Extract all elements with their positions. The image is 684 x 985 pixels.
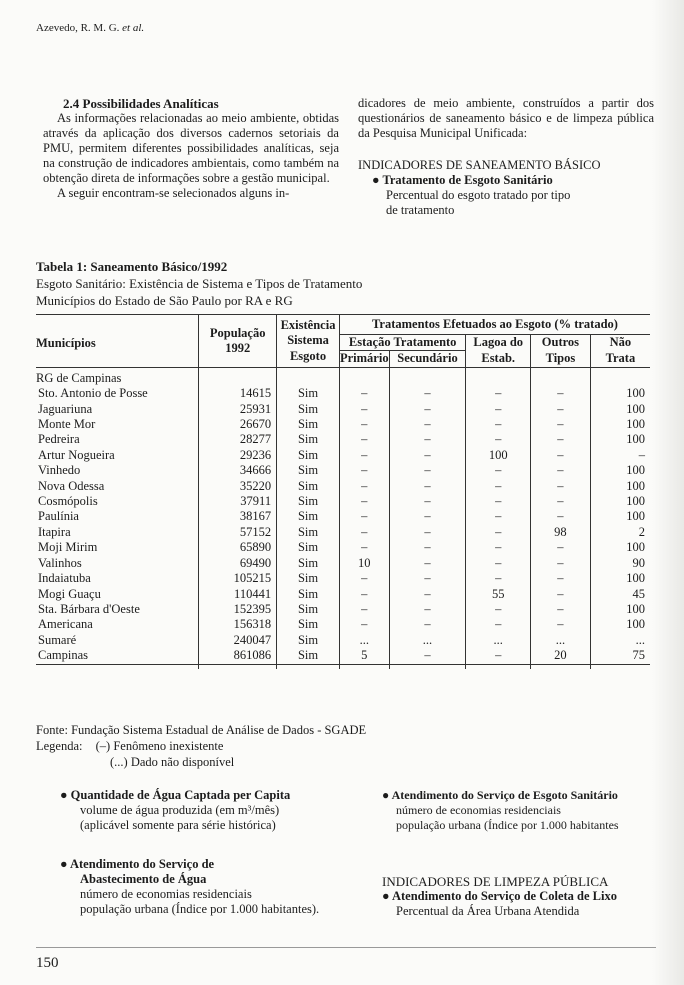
indicator-agua-line-1: volume de água produzida (em m³/mês) <box>80 803 280 817</box>
table-row <box>36 617 650 632</box>
cell-populacao: 28277 <box>199 432 277 447</box>
cell-primario: – <box>339 525 389 540</box>
cell-lagoa: – <box>466 617 531 632</box>
cell-lagoa: – <box>466 479 531 494</box>
cell-nao-trata: 100 <box>590 479 650 494</box>
cell-existencia: Sim <box>277 386 340 401</box>
cell-lagoa: – <box>466 432 531 447</box>
cell-municipio: Itapira <box>38 524 71 539</box>
cell-primario: – <box>339 509 389 524</box>
cell-primario: – <box>339 386 389 401</box>
cell-existencia: Sim <box>277 556 340 571</box>
cell-outros: – <box>531 602 591 617</box>
cell-populacao: 69490 <box>199 556 277 571</box>
cell-municipio: Jaguariuna <box>38 401 93 416</box>
cell-existencia: Sim <box>277 417 340 432</box>
cell-municipio: Campinas <box>38 648 88 663</box>
cell-lagoa: – <box>466 540 531 555</box>
section-paragraph-2: A seguir encontram-se selecionados alguns in- <box>57 186 290 200</box>
cell-existencia: Sim <box>277 463 340 478</box>
header-existencia-line3: Esgoto <box>289 348 327 363</box>
header-outros-1: Outros <box>531 335 591 351</box>
cell-secundario: – <box>389 525 466 540</box>
cell-outros: 98 <box>531 525 591 540</box>
cell-nao-trata: 100 <box>590 417 650 432</box>
cell-outros: – <box>531 432 591 447</box>
indicator-agua-captada <box>60 788 360 833</box>
cell-outros: ... <box>531 633 591 648</box>
cell-secundario: – <box>389 648 466 664</box>
cell-lagoa: – <box>466 463 531 478</box>
cell-populacao: 152395 <box>199 602 277 617</box>
cell-existencia: Sim <box>277 571 340 586</box>
cell-nao-trata: – <box>590 448 650 463</box>
indicator-esgoto-title: ● Atendimento do Serviço de Esgoto Sanitário <box>382 788 618 802</box>
cell-secundario: – <box>389 587 466 602</box>
header-outros-2: Tipos <box>531 351 591 367</box>
cell-nao-trata: 45 <box>590 587 650 602</box>
cell-municipio: Monte Mor <box>38 417 96 432</box>
header-populacao <box>199 315 277 368</box>
cell-secundario: – <box>389 571 466 586</box>
cell-nao-trata: 100 <box>590 402 650 417</box>
header-secundario: Secundário <box>389 351 466 367</box>
indicator-abast-line-1: número de economias residenciais <box>80 887 252 901</box>
cell-populacao: 37911 <box>199 494 277 509</box>
indicator-abast-title-2: Abastecimento de Água <box>80 872 207 886</box>
saneamento-heading: INDICADORES DE SANEAMENTO BÁSICO <box>358 158 601 172</box>
cell-populacao: 65890 <box>199 540 277 555</box>
cell-municipio: Mogi Guaçu <box>38 586 101 601</box>
cell-populacao: 861086 <box>199 648 277 664</box>
legenda-item-2: (...) Dado não disponível <box>110 755 235 769</box>
cell-municipio: Sumaré <box>38 632 77 647</box>
cell-outros: – <box>531 448 591 463</box>
right-paragraph: dicadores de meio ambiente, construídos a partir dos questionários de saneamento básico e de limpeza pública da Pesquisa Municipal Unificada: <box>358 96 654 140</box>
cell-primario: – <box>339 540 389 555</box>
cell-nao-trata: 90 <box>590 556 650 571</box>
cell-secundario: – <box>389 540 466 555</box>
cell-populacao: 110441 <box>199 587 277 602</box>
header-nao-1: Não <box>590 335 650 351</box>
cell-municipio: Pedreira <box>38 432 80 447</box>
cell-primario: – <box>339 571 389 586</box>
cell-nao-trata: 2 <box>590 525 650 540</box>
cell-primario: – <box>339 402 389 417</box>
table-body <box>36 367 650 668</box>
cell-primario: – <box>339 417 389 432</box>
cell-municipio: Vinhedo <box>38 463 81 478</box>
table-caption <box>36 258 362 309</box>
header-lagoa-1: Lagoa do <box>466 335 531 351</box>
cell-populacao: 57152 <box>199 525 277 540</box>
fonte-note: Fonte: Fundação Sistema Estadual de Análise de Dados - SGADE <box>36 723 367 737</box>
legenda-item-1: (–) Fenômeno inexistente <box>95 739 224 753</box>
cell-municipio: Artur Nogueira <box>38 447 115 462</box>
cell-lagoa: – <box>466 417 531 432</box>
cell-outros: – <box>531 463 591 478</box>
cell-populacao: 105215 <box>199 571 277 586</box>
indicator-esgoto <box>382 788 682 833</box>
cell-primario: 10 <box>339 556 389 571</box>
table-row <box>36 479 650 494</box>
table-row <box>36 587 650 602</box>
cell-outros: – <box>531 386 591 401</box>
esgoto-bullet: ● Tratamento de Esgoto Sanitário <box>372 173 553 187</box>
cell-nao-trata: 100 <box>590 540 650 555</box>
cell-primario: – <box>339 432 389 447</box>
cell-outros: – <box>531 617 591 632</box>
header-nao-2: Trata <box>590 351 650 367</box>
page-number: 150 <box>36 955 59 971</box>
esgoto-sub-2: de tratamento <box>386 203 455 217</box>
cell-lagoa: 100 <box>466 448 531 463</box>
table-title: Tabela 1: Saneamento Básico/1992 <box>36 259 228 274</box>
indicator-abast-title-1: ● Atendimento do Serviço de <box>60 857 215 871</box>
header-existencia-line2: Sistema <box>287 333 329 348</box>
cell-outros: – <box>531 571 591 586</box>
cell-primario: 5 <box>339 648 389 664</box>
limpeza-heading: INDICADORES DE LIMPEZA PÚBLICA <box>382 874 609 889</box>
legenda-label: Legenda: <box>36 739 83 753</box>
header-lagoa-2: Estab. <box>466 351 531 367</box>
cell-existencia: Sim <box>277 540 340 555</box>
cell-lagoa: 55 <box>466 587 531 602</box>
section-title: 2.4 Possibilidades Analíticas <box>63 96 219 111</box>
left-column <box>43 96 339 201</box>
cell-existencia: Sim <box>277 402 340 417</box>
cell-primario: ... <box>339 633 389 648</box>
table-row <box>36 448 650 463</box>
cell-populacao: 240047 <box>199 633 277 648</box>
cell-municipio: Paulínia <box>38 509 79 524</box>
cell-secundario: – <box>389 417 466 432</box>
header-populacao-line2: 1992 <box>225 340 251 355</box>
cell-secundario: – <box>389 509 466 524</box>
cell-outros: – <box>531 509 591 524</box>
cell-existencia: Sim <box>277 633 340 648</box>
cell-nao-trata: 100 <box>590 494 650 509</box>
indicator-agua-line-2: (aplicável somente para série histórica) <box>80 818 276 832</box>
cell-municipio: Indaiatuba <box>38 571 91 586</box>
cell-nao-trata: 100 <box>590 617 650 632</box>
table-row <box>36 571 650 586</box>
table-row <box>36 417 650 432</box>
cell-existencia: Sim <box>277 602 340 617</box>
cell-outros: 20 <box>531 648 591 664</box>
cell-municipio: Cosmópolis <box>38 494 98 509</box>
cell-populacao: 156318 <box>199 617 277 632</box>
header-municipios: Municípios <box>36 336 96 351</box>
cell-secundario: – <box>389 556 466 571</box>
cell-nao-trata: 100 <box>590 571 650 586</box>
cell-outros: – <box>531 402 591 417</box>
table-row <box>36 386 650 401</box>
cell-outros: – <box>531 479 591 494</box>
cell-outros: – <box>531 556 591 571</box>
table-row <box>36 525 650 540</box>
table-row <box>36 633 650 648</box>
cell-lagoa: – <box>466 386 531 401</box>
header-etal: et al. <box>122 22 145 34</box>
cell-populacao: 35220 <box>199 479 277 494</box>
table-bottom-rule <box>36 664 650 669</box>
cell-existencia: Sim <box>277 587 340 602</box>
section-paragraph-1: As informações relacionadas ao meio ambiente, obtidas através da aplicação dos diversos cadernos setoriais da PMU, permitem diferentes possibilidades analíticas, seja na construção de indicadores ambientais, como também na obtenção direta de informações sobre a gestão municipal. <box>43 111 339 185</box>
saneamento-table <box>36 314 650 669</box>
group-label: RG de Campinas <box>36 370 122 385</box>
header-tratamentos: Tratamentos Efetuados ao Esgoto (% tratado) <box>339 315 650 335</box>
cell-lagoa: – <box>466 402 531 417</box>
right-column <box>358 96 654 218</box>
table-row <box>36 540 650 555</box>
cell-lagoa: – <box>466 602 531 617</box>
cell-populacao: 25931 <box>199 402 277 417</box>
cell-secundario: – <box>389 463 466 478</box>
cell-municipio: Moji Mirim <box>38 540 98 555</box>
table-subtitle-1: Esgoto Sanitário: Existência de Sistema e Tipos de Tratamento <box>36 276 363 291</box>
indicator-esgoto-line-1: número de economias residenciais <box>396 803 561 817</box>
cell-primario: – <box>339 463 389 478</box>
indicator-lixo-title: ● Atendimento do Serviço de Coleta de Lixo <box>382 889 617 903</box>
header-populacao-line1: População <box>209 325 266 340</box>
table-row <box>36 509 650 524</box>
cell-secundario: – <box>389 432 466 447</box>
running-header <box>36 22 144 34</box>
cell-municipio: Sto. Antonio de Posse <box>38 386 148 401</box>
table-row <box>36 648 650 664</box>
cell-existencia: Sim <box>277 525 340 540</box>
indicator-abastecimento <box>60 857 360 917</box>
cell-existencia: Sim <box>277 448 340 463</box>
indicator-agua-title: ● Quantidade de Água Captada per Capita <box>60 788 291 802</box>
cell-existencia: Sim <box>277 648 340 664</box>
indicator-esgoto-line-2: população urbana (Índice por 1.000 habitantes <box>396 818 619 832</box>
cell-municipio: Nova Odessa <box>38 478 105 493</box>
cell-lagoa: – <box>466 494 531 509</box>
cell-populacao: 26670 <box>199 417 277 432</box>
cell-secundario: ... <box>389 633 466 648</box>
page-divider <box>36 947 656 948</box>
cell-populacao: 38167 <box>199 509 277 524</box>
cell-nao-trata: 100 <box>590 509 650 524</box>
indicator-abast-line-2: população urbana (Índice por 1.000 habitantes). <box>80 902 320 916</box>
cell-populacao: 34666 <box>199 463 277 478</box>
cell-existencia: Sim <box>277 479 340 494</box>
cell-secundario: – <box>389 602 466 617</box>
cell-primario: – <box>339 494 389 509</box>
cell-secundario: – <box>389 617 466 632</box>
cell-primario: – <box>339 602 389 617</box>
cell-populacao: 14615 <box>199 386 277 401</box>
table-row <box>36 402 650 417</box>
table-row <box>36 463 650 478</box>
cell-existencia: Sim <box>277 617 340 632</box>
header-existencia <box>277 315 340 368</box>
cell-lagoa: – <box>466 556 531 571</box>
cell-municipio: Sta. Bárbara d'Oeste <box>38 601 140 616</box>
cell-secundario: – <box>389 402 466 417</box>
cell-existencia: Sim <box>277 432 340 447</box>
cell-secundario: – <box>389 448 466 463</box>
cell-existencia: Sim <box>277 509 340 524</box>
indicator-limpeza <box>382 874 682 919</box>
cell-municipio: Americana <box>38 617 93 632</box>
cell-lagoa: – <box>466 648 531 664</box>
page-edge-shadow <box>652 0 684 985</box>
cell-populacao: 29236 <box>199 448 277 463</box>
cell-secundario: – <box>389 386 466 401</box>
table-subtitle-2: Municípios do Estado de São Paulo por RA e RG <box>36 293 293 308</box>
cell-nao-trata: ... <box>590 633 650 648</box>
header-existencia-line1: Existência <box>280 317 336 332</box>
cell-primario: – <box>339 448 389 463</box>
cell-nao-trata: 100 <box>590 386 650 401</box>
cell-lagoa: – <box>466 571 531 586</box>
cell-lagoa: ... <box>466 633 531 648</box>
table-row <box>36 556 650 571</box>
cell-lagoa: – <box>466 525 531 540</box>
table-row <box>36 602 650 617</box>
cell-municipio: Valinhos <box>38 555 82 570</box>
esgoto-sub-1: Percentual do esgoto tratado por tipo <box>386 188 571 202</box>
cell-nao-trata: 75 <box>590 648 650 664</box>
cell-primario: – <box>339 617 389 632</box>
header-author: Azevedo, R. M. G. <box>36 22 120 34</box>
header-estacao: Estação Tratamento <box>339 335 465 351</box>
cell-existencia: Sim <box>277 494 340 509</box>
cell-outros: – <box>531 587 591 602</box>
indicator-lixo-line-1: Percentual da Área Urbana Atendida <box>396 904 580 918</box>
cell-outros: – <box>531 417 591 432</box>
cell-primario: – <box>339 587 389 602</box>
cell-nao-trata: 100 <box>590 432 650 447</box>
cell-outros: – <box>531 494 591 509</box>
cell-secundario: – <box>389 494 466 509</box>
cell-lagoa: – <box>466 509 531 524</box>
table-footnotes <box>36 722 366 770</box>
cell-outros: – <box>531 540 591 555</box>
cell-nao-trata: 100 <box>590 463 650 478</box>
table-row <box>36 494 650 509</box>
cell-nao-trata: 100 <box>590 602 650 617</box>
table-row <box>36 432 650 447</box>
header-primario: Primário <box>339 351 389 366</box>
cell-secundario: – <box>389 479 466 494</box>
cell-primario: – <box>339 479 389 494</box>
